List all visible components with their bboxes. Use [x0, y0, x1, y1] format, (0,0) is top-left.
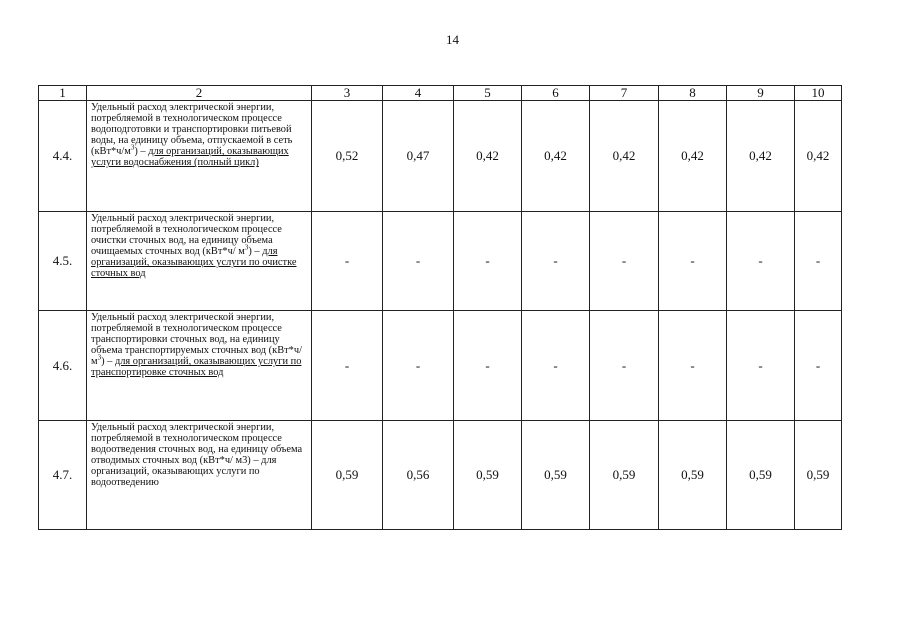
table-cell: - — [659, 311, 727, 421]
table-cell: - — [383, 311, 454, 421]
row-description — [87, 421, 312, 530]
table-cell: - — [590, 311, 659, 421]
superscript: 3 — [97, 353, 102, 362]
table-row — [39, 311, 842, 421]
column-header: 1 — [39, 86, 87, 101]
row-number: 4.4. — [39, 101, 87, 212]
column-header: 3 — [312, 86, 383, 101]
description-text: Удельный расход электрической энергии, потребляемой в технологическом процессе водоотведения сточных вод, на единицу объема отводимых сточных вод (кВт*ч/ м3) — [91, 422, 303, 467]
table-cell: 0,52 — [312, 101, 383, 212]
table-cell: 0,42 — [659, 101, 727, 212]
column-header: 7 — [590, 86, 659, 101]
row-number: 4.7. — [39, 421, 87, 530]
description-joiner: ) – — [101, 356, 115, 368]
description-joiner: ) – — [134, 146, 149, 158]
description-text: Удельный расход электрической энергии, потребляемой в технологическом процессе водоподготовки и транспортировки питьевой воды, на единицу объема, отпускаемой в сеть (кВт*ч/м — [91, 102, 293, 158]
table-cell: 0,59 — [795, 421, 842, 530]
row-description — [87, 311, 312, 421]
description-joiner: – — [250, 455, 262, 467]
table-cell: - — [727, 212, 795, 311]
row-number: 4.6. — [39, 311, 87, 421]
description-underlined: для организаций, оказывающих услуги по транспортировке сточных вод — [91, 356, 302, 379]
table-cell: 0,42 — [454, 101, 522, 212]
table-cell: - — [454, 311, 522, 421]
table-cell: 0,47 — [383, 101, 454, 212]
description-joiner: ) – — [248, 246, 263, 258]
table-cell: - — [522, 311, 590, 421]
row-description — [87, 212, 312, 311]
table-cell: - — [312, 311, 383, 421]
superscript: 3 — [130, 143, 135, 152]
description-underlined: для организаций, оказывающих услуги водоснабжения (полный цикл) — [91, 146, 289, 169]
table-cell: 0,42 — [795, 101, 842, 212]
table-cell: 0,59 — [312, 421, 383, 530]
table-cell: 0,42 — [522, 101, 590, 212]
description-underlined: для организаций, оказывающих услуги по очистке сточных вод — [91, 246, 297, 280]
column-header: 4 — [383, 86, 454, 101]
table-header-row — [39, 86, 842, 101]
table-cell: - — [727, 311, 795, 421]
table-cell: 0,59 — [590, 421, 659, 530]
column-header: 2 — [87, 86, 312, 101]
column-header: 10 — [795, 86, 842, 101]
norms-table — [38, 85, 842, 530]
table-cell: - — [383, 212, 454, 311]
table-row — [39, 212, 842, 311]
table-cell: 0,59 — [659, 421, 727, 530]
column-header: 5 — [454, 86, 522, 101]
table-cell: 0,59 — [454, 421, 522, 530]
superscript: 3 — [244, 243, 249, 252]
table-row — [39, 101, 842, 212]
table-cell: 0,59 — [522, 421, 590, 530]
table-cell: - — [522, 212, 590, 311]
column-header: 9 — [727, 86, 795, 101]
table-cell: - — [454, 212, 522, 311]
table-cell: 0,42 — [590, 101, 659, 212]
page-number: 14 — [446, 32, 459, 47]
table-cell: - — [659, 212, 727, 311]
table-cell: 0,59 — [727, 421, 795, 530]
column-header: 6 — [522, 86, 590, 101]
table-cell: 0,56 — [383, 421, 454, 530]
description-text: Удельный расход электрической энергии, потребляемой в технологическом процессе очистки сточных вод, на единицу объема очищаемых сточных вод (кВт*ч/ м — [91, 213, 282, 258]
table-cell: - — [312, 212, 383, 311]
table-cell: - — [590, 212, 659, 311]
description-text: Удельный расход электрической энергии, потребляемой в технологическом процессе транспортировки сточных вод, на единицу объема транспортируемых сточных вод (кВт*ч/ м — [91, 312, 302, 368]
column-header: 8 — [659, 86, 727, 101]
table-row — [39, 421, 842, 530]
description-text-tail: для организаций, оказывающих услуги по водоотведению — [91, 455, 277, 489]
table-cell: - — [795, 212, 842, 311]
row-description — [87, 101, 312, 212]
table-cell: 0,42 — [727, 101, 795, 212]
table-cell: - — [795, 311, 842, 421]
row-number: 4.5. — [39, 212, 87, 311]
